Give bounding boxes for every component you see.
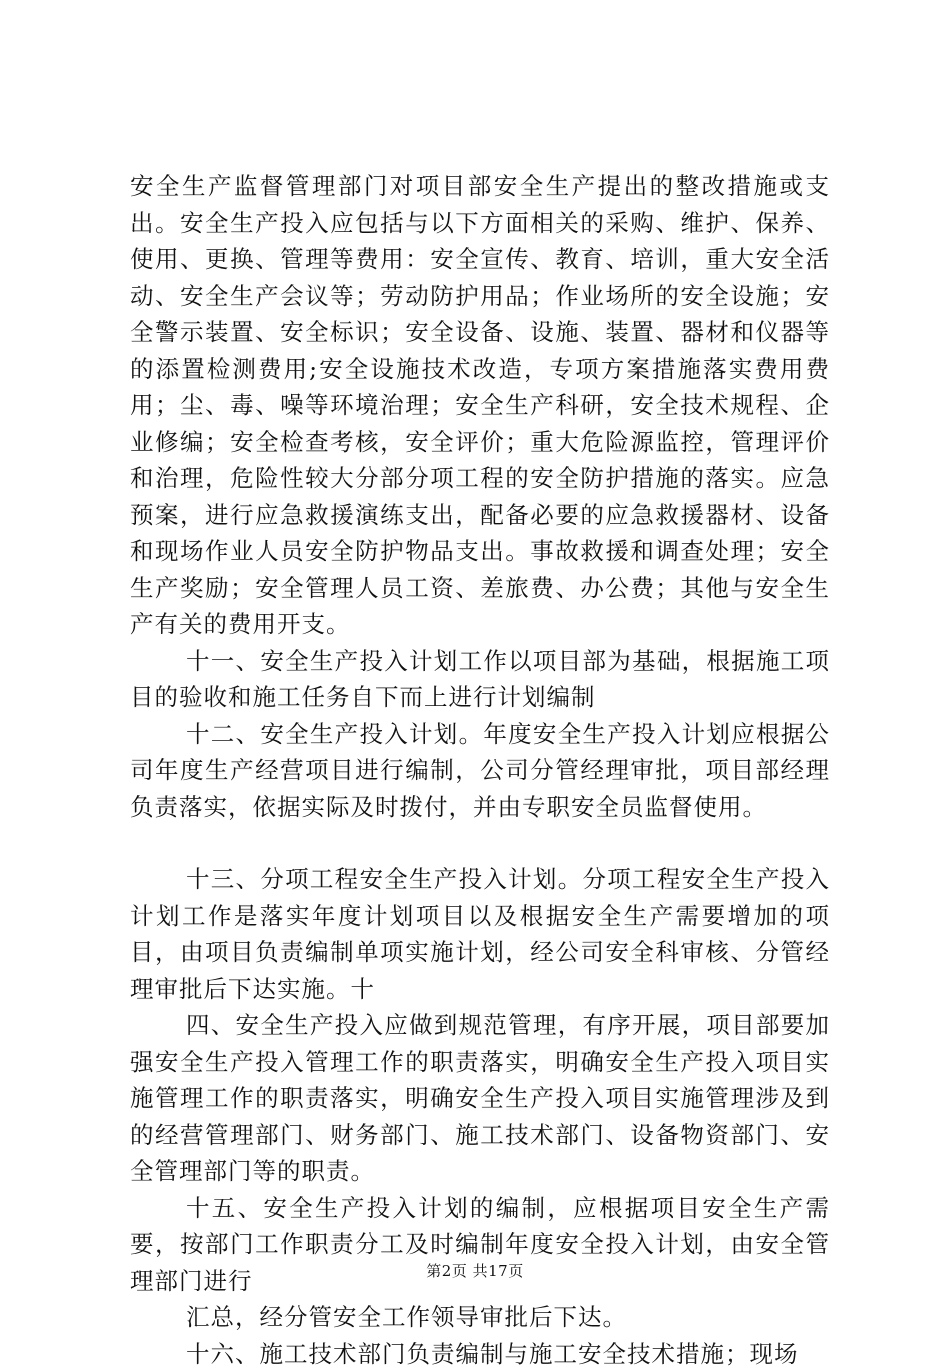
paragraph-item-16: 十六、施工技术部门负责编制与施工安全技术措施；现场 [130, 1336, 830, 1372]
paragraph-item-15: 十五、安全生产投入计划的编制，应根据项目安全生产需要，按部门工作职责分工及时编制年度安全投入计划，由安全管理部门进行 [130, 1190, 830, 1300]
paragraph-item-11: 十一、安全生产投入计划工作以项目部为基础，根据施工项目的验收和施工任务自下而上进行计划编制 [130, 643, 830, 716]
document-body [130, 168, 830, 1372]
page-number-footer: 第2页 共17页 [0, 1260, 950, 1281]
paragraph-item-13: 十三、分项工程安全生产投入计划。分项工程安全生产投入计划工作是落实年度计划项目以及根据安全生产需要增加的项目，由项目负责编制单项实施计划，经公司安全科审核、分管经理审批后下达实施。十 [130, 861, 830, 1007]
paragraph-summary: 汇总，经分管安全工作领导审批后下达。 [130, 1299, 830, 1336]
paragraph-item-14: 四、安全生产投入应做到规范管理，有序开展，项目部要加强安全生产投入管理工作的职责落实，明确安全生产投入项目实施管理工作的职责落实，明确安全生产投入项目实施管理涉及到的经营管理部门、财务部门、施工技术部门、设备物资部门、安全管理部门等的职责。 [130, 1007, 830, 1190]
paragraph-item-12: 十二、安全生产投入计划。年度安全生产投入计划应根据公司年度生产经营项目进行编制，公司分管经理审批，项目部经理负责落实，依据实际及时拨付，并由专职安全员监督使用。 [130, 716, 830, 826]
paragraph-continuation: 安全生产监督管理部门对项目部安全生产提出的整改措施或支出。安全生产投入应包括与以下方面相关的采购、维护、保养、使用、更换、管理等费用：安全宣传、教育、培训，重大安全活动、安全生产会议等；劳动防护用品；作业场所的安全设施；安全警示装置、安全标识；安全设备、设施、装置、器材和仪器等的添置检测费用;安全设施技术改造，专项方案措施落实费用费用；尘、毒、噪等环境治理；安全生产科研，安全技术规程、企业修编；安全检查考核，安全评价；重大危险源监控，管理评价和治理，危险性较大分部分项工程的安全防护措施的落实。应急预案，进行应急救援演练支出，配备必要的应急救援器材、设备和现场作业人员安全防护物品支出。事故救援和调查处理；安全生产奖励；安全管理人员工资、差旅费、办公费；其他与安全生产有关的费用开支。 [130, 168, 830, 643]
paragraph-gap [130, 825, 830, 861]
